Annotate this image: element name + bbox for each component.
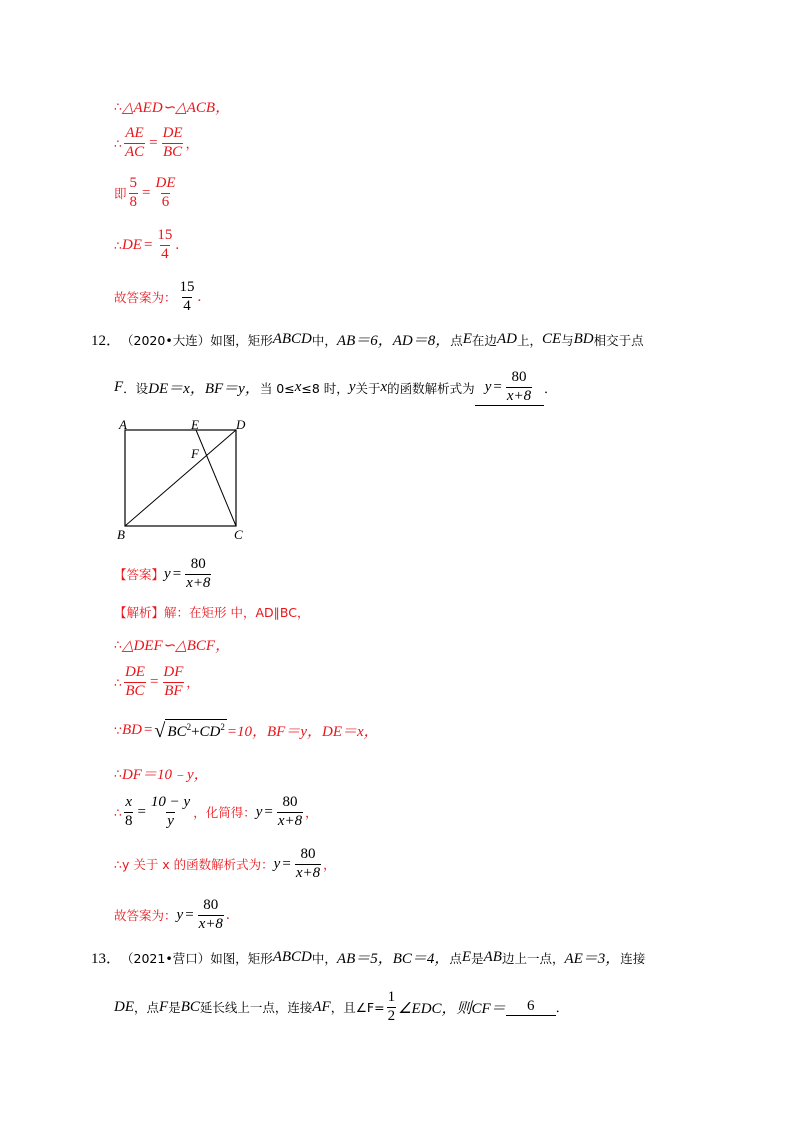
answer-fraction bbox=[506, 370, 532, 405]
question-text: ∠EDC，则 bbox=[398, 1000, 472, 1017]
question-text: ，且∠F= bbox=[330, 1000, 385, 1016]
analysis-line-4 bbox=[114, 719, 379, 741]
fraction-denominator: 8 bbox=[124, 812, 133, 829]
prev-line-1 bbox=[114, 96, 230, 117]
question-source: （2021•营口） bbox=[121, 950, 211, 966]
exponent: 2 bbox=[186, 722, 192, 732]
math-expr: BC＝4， bbox=[392, 951, 450, 967]
fraction-numerator: 10 − y bbox=[150, 794, 191, 810]
math-var: x bbox=[294, 379, 302, 396]
fraction-80-x8 bbox=[198, 898, 224, 933]
final-answer-label: 故答案为： bbox=[114, 908, 177, 924]
answer-label: 【答案】 bbox=[114, 567, 165, 583]
question-text: 相交于点 bbox=[593, 332, 644, 348]
therefore-symbol: ∴ bbox=[114, 804, 122, 820]
equals-sign: = bbox=[142, 184, 151, 201]
fraction-numerator: 80 bbox=[203, 897, 219, 913]
question-text: 中， bbox=[311, 332, 337, 348]
math-var: E bbox=[462, 331, 472, 347]
math-var: AF bbox=[312, 998, 331, 1015]
fraction-80-x8 bbox=[295, 847, 321, 882]
equals-sign: = bbox=[185, 906, 194, 923]
question-number: 12． bbox=[91, 333, 122, 349]
fraction-numerator: 1 bbox=[387, 989, 396, 1005]
exponent: 2 bbox=[220, 722, 225, 732]
fraction-numerator: AE bbox=[125, 125, 144, 141]
q12-answer-line bbox=[114, 557, 213, 592]
equals-sign: = bbox=[172, 565, 182, 582]
therefore-symbol: ∴ bbox=[114, 766, 122, 781]
question-text: 与 bbox=[561, 332, 574, 348]
q13-line-2 bbox=[114, 990, 568, 1025]
fraction-denominator: AC bbox=[124, 143, 145, 160]
fraction-denominator: BC bbox=[163, 143, 183, 160]
lhs-variable: y bbox=[273, 855, 281, 872]
radicand bbox=[165, 719, 226, 741]
question-text: 点 bbox=[450, 332, 463, 348]
math-expr: CF＝ bbox=[471, 1000, 506, 1017]
analysis-text: =10，BF＝y，DE＝x， bbox=[226, 723, 379, 740]
plus-sign: + bbox=[191, 724, 200, 740]
math-expr: BF＝y， bbox=[204, 381, 260, 398]
therefore-symbol: ∴ bbox=[114, 99, 122, 114]
fraction-numerator: DE bbox=[124, 664, 145, 680]
analysis-label: 【解析】 bbox=[114, 605, 165, 620]
answer-blank[interactable] bbox=[475, 370, 544, 406]
equals-sign: = bbox=[143, 236, 153, 253]
label-f: F bbox=[191, 446, 199, 461]
math-expr: DE＝x， bbox=[148, 381, 205, 398]
question-number: 13． bbox=[91, 951, 122, 967]
similar-triangles-text: △AED∽△ACB， bbox=[121, 100, 231, 116]
equals-sign: = bbox=[143, 721, 153, 738]
fraction-de-bc bbox=[124, 665, 146, 700]
segment-bd bbox=[125, 430, 236, 526]
fraction-denominator: x+8 bbox=[186, 574, 211, 591]
comma: ， bbox=[186, 675, 199, 691]
math-var: BD bbox=[573, 331, 594, 347]
math-var: BC bbox=[180, 998, 200, 1015]
q13-line-1 bbox=[91, 947, 645, 968]
period: . bbox=[197, 288, 202, 305]
math-expr: AB＝5， bbox=[336, 951, 393, 967]
fraction-numerator: DF bbox=[163, 664, 184, 680]
math-var: CE bbox=[541, 331, 562, 347]
fraction-numerator: 80 bbox=[511, 369, 527, 385]
math-var: AB bbox=[483, 949, 502, 965]
analysis-text: y 关于 x 的函数解析式为： bbox=[121, 857, 274, 873]
fraction-numerator: DE bbox=[162, 125, 183, 141]
question-text: 是 bbox=[471, 950, 484, 966]
period: ． bbox=[544, 380, 557, 396]
final-answer-label: 故答案为： bbox=[114, 290, 177, 306]
lhs-variable: y bbox=[255, 803, 263, 820]
math-expr: AB＝6， bbox=[336, 333, 393, 349]
fraction-numerator: 80 bbox=[190, 556, 206, 572]
fraction-10-minus-y bbox=[150, 795, 191, 830]
therefore-symbol: ∴ bbox=[114, 135, 122, 151]
lhs-variable: DE bbox=[121, 236, 142, 253]
question-text: 的函数解析式为 bbox=[387, 380, 475, 396]
math-var: F bbox=[114, 379, 124, 396]
fraction-numerator: 15 bbox=[157, 227, 173, 243]
math-var: AD bbox=[496, 331, 517, 347]
fraction-numerator: 5 bbox=[129, 175, 138, 191]
analysis-text: 解：在矩形 中，AD∥BC， bbox=[164, 605, 310, 620]
fraction-denominator: x+8 bbox=[277, 812, 303, 829]
fraction-denominator: BF bbox=[164, 682, 183, 699]
fraction-denominator: 8 bbox=[129, 193, 138, 210]
equals-sign: = bbox=[149, 673, 159, 690]
analysis-line-5 bbox=[114, 763, 209, 784]
label-d: D bbox=[236, 417, 246, 432]
fraction-one-half bbox=[387, 990, 397, 1025]
question-text: 中， bbox=[311, 950, 337, 966]
analysis-text: DF＝10﹣y， bbox=[121, 767, 209, 783]
question-text: ，点 bbox=[134, 1000, 160, 1016]
label-a: A bbox=[119, 417, 127, 432]
fraction-5-8 bbox=[129, 176, 139, 211]
q12-line-1 bbox=[91, 329, 644, 350]
comma: ， bbox=[305, 805, 318, 821]
fraction-numerator: 15 bbox=[179, 279, 195, 295]
fraction-de-6 bbox=[154, 176, 176, 211]
fraction-denominator: 6 bbox=[161, 193, 170, 210]
math-var: ABCD bbox=[272, 331, 312, 347]
period: . bbox=[175, 236, 180, 253]
lhs-variable: BD bbox=[121, 721, 142, 738]
therefore-symbol: ∴ bbox=[114, 674, 122, 690]
question-text: 关于 bbox=[355, 380, 381, 396]
prev-line-4 bbox=[114, 228, 179, 263]
analysis-line-2 bbox=[114, 634, 230, 655]
question-text: 在边 bbox=[471, 332, 497, 348]
lhs-variable: y bbox=[176, 906, 184, 923]
question-text: 延长线上一点，连接 bbox=[199, 1000, 313, 1016]
question-text: 上， bbox=[516, 332, 542, 348]
label-c: C bbox=[234, 527, 243, 542]
math-var: ABCD bbox=[272, 949, 312, 965]
fraction-numerator: 80 bbox=[282, 794, 298, 810]
math-expr: AE＝3， bbox=[564, 951, 621, 967]
similar-triangles-text: △DEF∽△BCF， bbox=[121, 638, 231, 654]
segment-ce bbox=[196, 430, 236, 526]
comma: ， bbox=[323, 857, 336, 873]
prefix-text: 即 bbox=[114, 186, 127, 202]
question-text: 如图，矩形 bbox=[210, 332, 273, 348]
fraction-denominator: y bbox=[167, 812, 174, 829]
analysis-line-7 bbox=[114, 847, 336, 882]
radicand-term: CD bbox=[199, 724, 221, 740]
fraction-df-bf bbox=[162, 665, 184, 700]
answer-blank[interactable]: 6 bbox=[506, 998, 556, 1016]
analysis-line-3 bbox=[114, 665, 199, 700]
fraction-denominator: x+8 bbox=[295, 864, 321, 881]
fraction-denominator: 4 bbox=[161, 245, 169, 262]
math-var: F bbox=[159, 998, 169, 1015]
fraction-denominator: x+8 bbox=[198, 915, 223, 932]
answer-lhs: y bbox=[164, 565, 171, 582]
question-text: ．设 bbox=[123, 380, 149, 396]
math-var: DE bbox=[114, 998, 134, 1015]
fraction-80-x8 bbox=[277, 795, 303, 830]
math-var: x bbox=[380, 379, 388, 396]
prev-line-3 bbox=[114, 176, 178, 211]
equals-sign: = bbox=[264, 803, 273, 820]
prev-line-2 bbox=[114, 126, 198, 161]
prev-line-5 bbox=[114, 280, 201, 315]
equals-sign: = bbox=[282, 855, 291, 872]
equals-sign: = bbox=[493, 378, 502, 395]
question-text: 如图，矩形 bbox=[210, 950, 273, 966]
radical-icon: √ bbox=[154, 720, 166, 742]
fraction-numerator: DE bbox=[155, 175, 176, 191]
fraction-ae-ac bbox=[124, 126, 145, 161]
analysis-text: ，化简得： bbox=[193, 805, 256, 821]
comma: ， bbox=[185, 136, 199, 152]
fraction-denominator: BC bbox=[125, 682, 145, 699]
question-text: 连接 bbox=[620, 950, 646, 966]
analysis-line-6 bbox=[114, 795, 318, 830]
question-text: 当 0≤ bbox=[259, 380, 295, 396]
fraction-denominator: 2 bbox=[387, 1007, 396, 1024]
question-text: 是 bbox=[168, 1000, 181, 1016]
square-root bbox=[154, 719, 226, 741]
radicand-term: BC bbox=[167, 724, 187, 740]
answer-fraction bbox=[185, 557, 211, 592]
therefore-symbol: ∴ bbox=[114, 237, 122, 253]
question-text: 点 bbox=[449, 950, 462, 966]
fraction-numerator: x bbox=[125, 794, 133, 810]
period: . bbox=[225, 906, 230, 923]
math-var: E bbox=[461, 949, 472, 965]
q12-line-2 bbox=[114, 370, 557, 406]
answer-lhs: y bbox=[484, 378, 492, 395]
fraction-denominator: 4 bbox=[183, 297, 191, 314]
period: ． bbox=[555, 1000, 569, 1016]
fraction-denominator: x+8 bbox=[506, 387, 532, 404]
math-expr: AD＝8， bbox=[392, 333, 451, 349]
equals-sign: = bbox=[149, 134, 158, 151]
fraction-15-4 bbox=[179, 280, 196, 315]
fraction-de-bc bbox=[162, 126, 184, 161]
question-text: 边上一点， bbox=[501, 950, 565, 966]
question-source: （2020•大连） bbox=[121, 332, 211, 348]
equals-sign: = bbox=[137, 803, 146, 820]
question-text: ≤8 时， bbox=[301, 380, 349, 396]
rectangle-figure bbox=[113, 415, 253, 545]
analysis-line-8 bbox=[114, 898, 230, 933]
label-e: E bbox=[191, 417, 199, 432]
fraction-numerator: 80 bbox=[300, 846, 316, 862]
therefore-symbol: ∴ bbox=[114, 637, 122, 652]
therefore-symbol: ∴ bbox=[114, 856, 122, 872]
analysis-line-1 bbox=[114, 603, 310, 621]
fraction-x-8 bbox=[124, 795, 134, 830]
because-symbol: ∵ bbox=[114, 722, 122, 738]
math-var: y bbox=[348, 379, 356, 396]
label-b: B bbox=[117, 527, 125, 542]
fraction-15-4 bbox=[156, 228, 173, 263]
